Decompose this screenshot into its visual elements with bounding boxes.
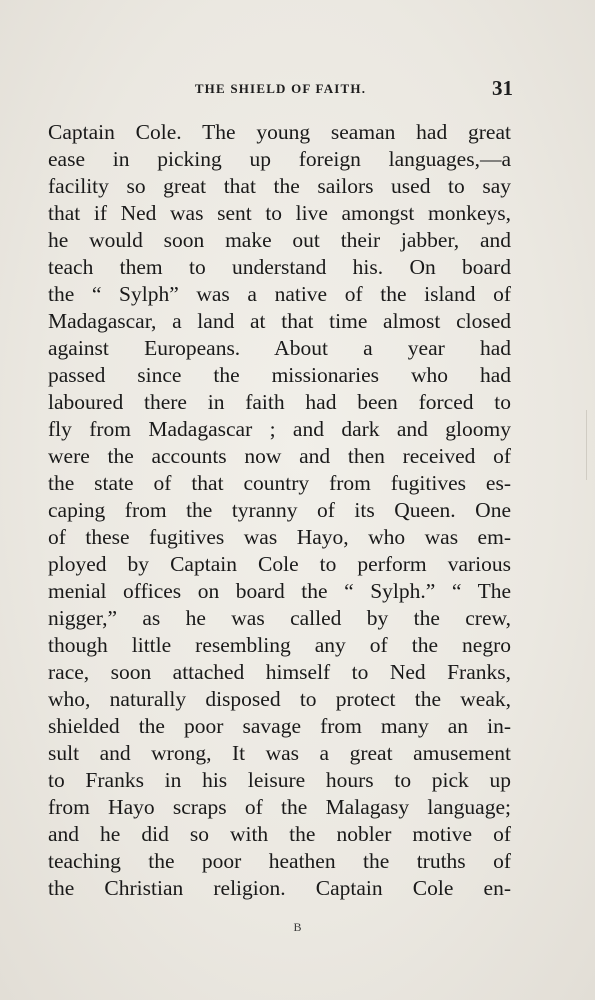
body-text xyxy=(48,119,511,902)
text-line: Madagascar, a land at that time almost closed xyxy=(48,309,511,333)
text-line: to Franks in his leisure hours to pick up xyxy=(48,768,511,792)
page-number: 31 xyxy=(492,76,513,100)
text-line: and he did so with the nobler motive of xyxy=(48,822,511,846)
running-title: THE SHIELD OF FAITH. xyxy=(194,81,367,96)
text-line: passed since the missionaries who had xyxy=(48,363,511,387)
text-line: he would soon make out their jabber, and xyxy=(48,228,511,252)
page-edge-mark xyxy=(586,410,587,480)
text-line: the state of that country from fugitives es- xyxy=(48,471,511,495)
text-line: of these fugitives was Hayo, who was em- xyxy=(48,525,511,549)
text-line: facility so great that the sailors used to say xyxy=(48,174,511,198)
text-line: caping from the tyranny of its Queen. One xyxy=(48,498,511,522)
text-line: were the accounts now and then received of xyxy=(48,444,511,468)
text-line: ployed by Captain Cole to perform various xyxy=(48,552,511,576)
text-line: the Christian religion. Captain Cole en- xyxy=(48,876,511,900)
text-line: against Europeans. About a year had xyxy=(48,336,511,360)
text-line: from Hayo scraps of the Malagasy language; xyxy=(48,795,511,819)
text-line: race, soon attached himself to Ned Franks, xyxy=(48,660,511,684)
running-head xyxy=(48,78,513,100)
text-line: sult and wrong, It was a great amusement xyxy=(48,741,511,765)
text-line: the “ Sylph” was a native of the island of xyxy=(48,282,511,306)
text-line: teach them to understand his. On board xyxy=(48,255,511,279)
text-line: nigger,” as he was called by the crew, xyxy=(48,606,511,630)
text-line: ease in picking up foreign languages,—a xyxy=(48,147,511,171)
text-line: who, naturally disposed to protect the weak, xyxy=(48,687,511,711)
text-line: menial offices on board the “ Sylph.” “ The xyxy=(48,579,511,603)
text-line: teaching the poor heathen the truths of xyxy=(48,849,511,873)
text-line: Captain Cole. The young seaman had great xyxy=(48,120,511,144)
text-line: fly from Madagascar ; and dark and gloomy xyxy=(48,417,511,441)
text-line: laboured there in faith had been forced to xyxy=(48,390,511,414)
text-line: shielded the poor savage from many an in- xyxy=(48,714,511,738)
signature-mark: B xyxy=(293,920,302,934)
text-line: that if Ned was sent to live amongst monkeys, xyxy=(48,201,511,225)
text-line: though little resembling any of the negro xyxy=(48,633,511,657)
